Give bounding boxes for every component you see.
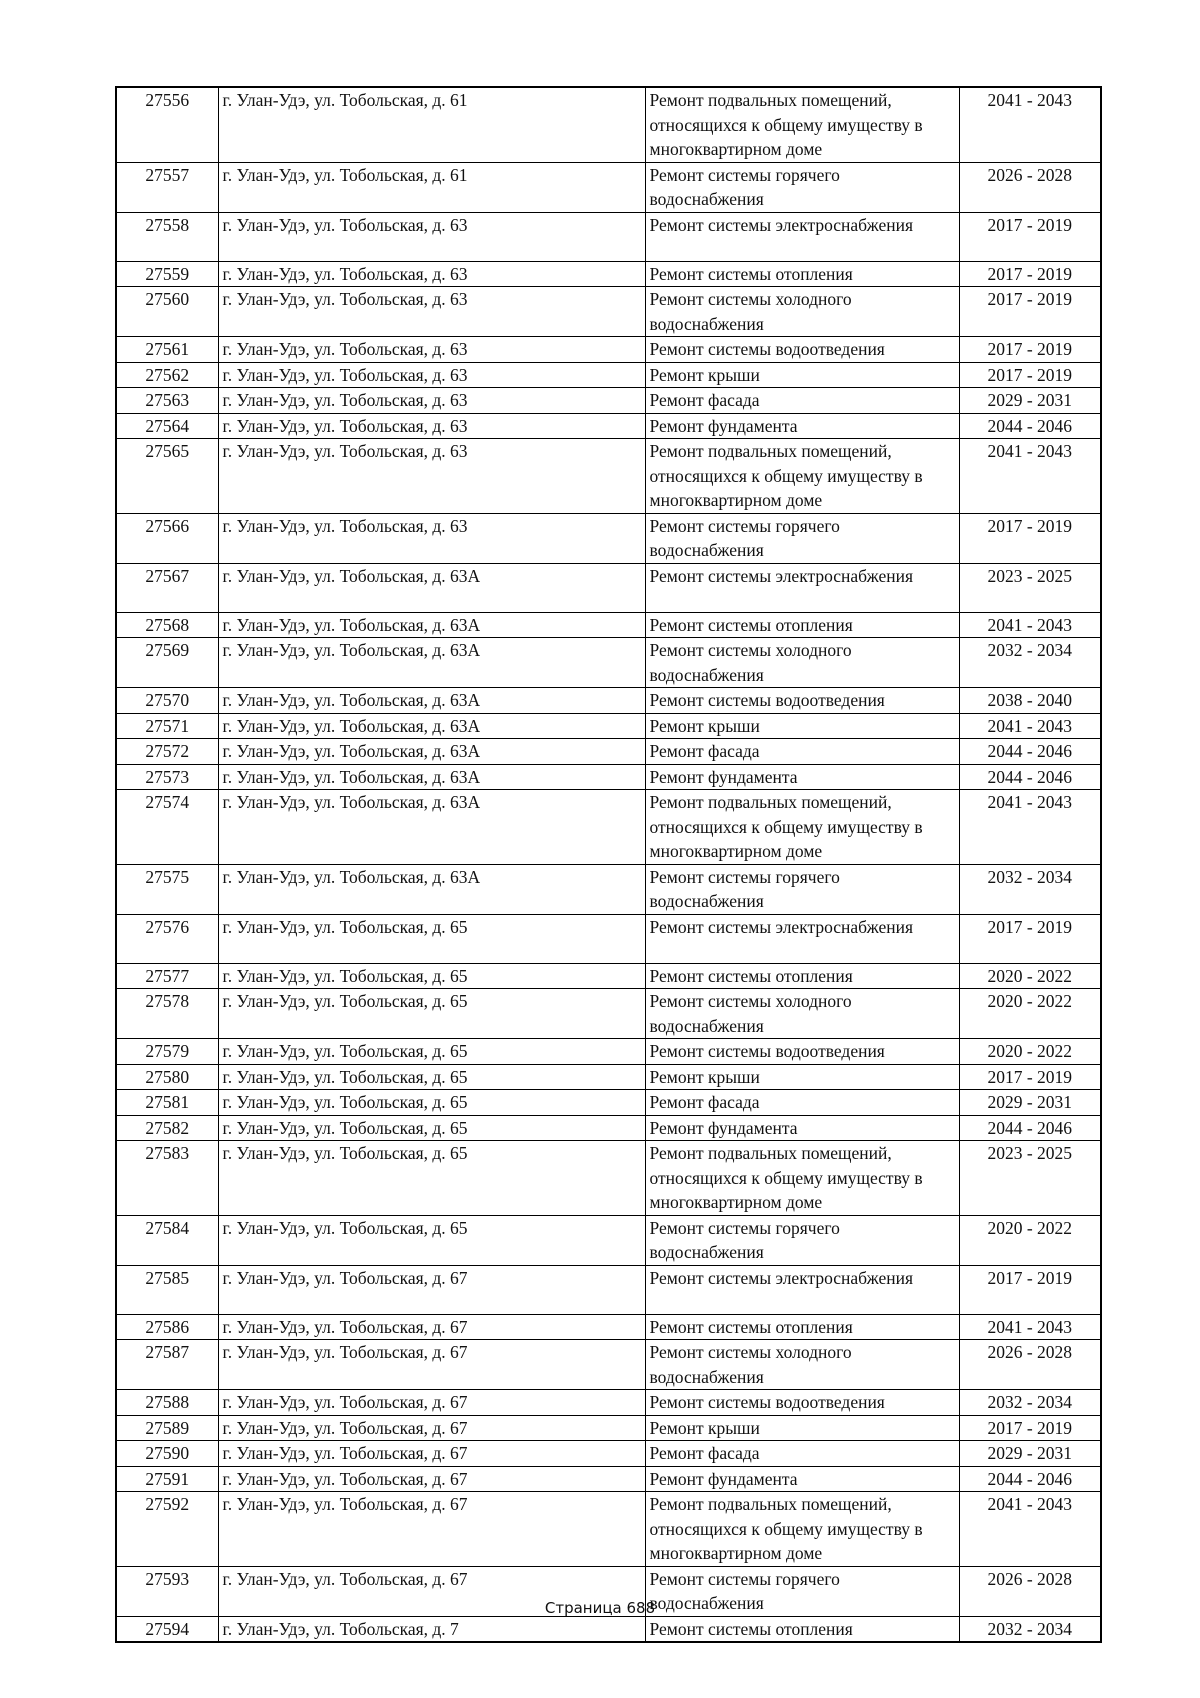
row-number-cell: 27573 [116,764,218,790]
address-cell: г. Улан-Удэ, ул. Тобольская, д. 65 [218,914,645,963]
row-number-cell: 27577 [116,963,218,989]
period-cell: 2020 - 2022 [959,1215,1101,1265]
address-cell: г. Улан-Удэ, ул. Тобольская, д. 67 [218,1492,645,1567]
address-cell: г. Улан-Удэ, ул. Тобольская, д. 63А [218,688,645,714]
address-cell: г. Улан-Удэ, ул. Тобольская, д. 67 [218,1314,645,1340]
period-cell: 2044 - 2046 [959,1115,1101,1141]
work-type-cell: Ремонт фундамента [645,413,959,439]
table-row [116,790,1101,865]
address-cell: г. Улан-Удэ, ул. Тобольская, д. 67 [218,1390,645,1416]
period-cell: 2017 - 2019 [959,362,1101,388]
table-row [116,764,1101,790]
row-number-cell: 27581 [116,1090,218,1116]
work-type-cell: Ремонт подвальных помещений, относящихся к общему имуществу в многоквартирном доме [645,87,959,162]
period-cell: 2032 - 2034 [959,638,1101,688]
table-row [116,989,1101,1039]
period-cell: 2017 - 2019 [959,261,1101,287]
row-number-cell: 27558 [116,212,218,261]
row-number-cell: 27576 [116,914,218,963]
table-row [116,287,1101,337]
period-cell: 2044 - 2046 [959,739,1101,765]
address-cell: г. Улан-Удэ, ул. Тобольская, д. 63 [218,362,645,388]
table-row [116,864,1101,914]
address-cell: г. Улан-Удэ, ул. Тобольская, д. 63А [218,638,645,688]
table-row [116,688,1101,714]
work-type-cell: Ремонт подвальных помещений, относящихся к общему имуществу в многоквартирном доме [645,439,959,514]
work-type-cell: Ремонт системы холодного водоснабжения [645,1340,959,1390]
work-type-cell: Ремонт системы холодного водоснабжения [645,638,959,688]
row-number-cell: 27579 [116,1039,218,1065]
period-cell: 2017 - 2019 [959,513,1101,563]
period-cell: 2020 - 2022 [959,989,1101,1039]
work-type-cell: Ремонт фундамента [645,1115,959,1141]
work-type-cell: Ремонт фасада [645,1441,959,1467]
row-number-cell: 27557 [116,162,218,212]
work-type-cell: Ремонт фундамента [645,1466,959,1492]
table-row [116,1390,1101,1416]
address-cell: г. Улан-Удэ, ул. Тобольская, д. 63А [218,713,645,739]
work-type-cell: Ремонт системы отопления [645,261,959,287]
work-type-cell: Ремонт системы холодного водоснабжения [645,989,959,1039]
table-row [116,87,1101,162]
work-type-cell: Ремонт системы водоотведения [645,1039,959,1065]
table-row [116,563,1101,612]
address-cell: г. Улан-Удэ, ул. Тобольская, д. 65 [218,963,645,989]
table-row [116,739,1101,765]
period-cell: 2017 - 2019 [959,287,1101,337]
work-type-cell: Ремонт крыши [645,713,959,739]
table-row [116,261,1101,287]
period-cell: 2044 - 2046 [959,413,1101,439]
address-cell: г. Улан-Удэ, ул. Тобольская, д. 65 [218,1115,645,1141]
table-row [116,1141,1101,1216]
address-cell: г. Улан-Удэ, ул. Тобольская, д. 67 [218,1441,645,1467]
page-number: Страница 688 [544,1599,656,1617]
period-cell: 2026 - 2028 [959,162,1101,212]
period-cell: 2032 - 2034 [959,864,1101,914]
work-type-cell: Ремонт системы отопления [645,612,959,638]
table-row [116,439,1101,514]
row-number-cell: 27559 [116,261,218,287]
table-row [116,713,1101,739]
address-cell: г. Улан-Удэ, ул. Тобольская, д. 63А [218,764,645,790]
work-type-cell: Ремонт фундамента [645,764,959,790]
period-cell: 2041 - 2043 [959,439,1101,514]
period-cell: 2023 - 2025 [959,1141,1101,1216]
period-cell: 2020 - 2022 [959,1039,1101,1065]
period-cell: 2020 - 2022 [959,963,1101,989]
period-cell: 2017 - 2019 [959,1064,1101,1090]
period-cell: 2041 - 2043 [959,790,1101,865]
address-cell: г. Улан-Удэ, ул. Тобольская, д. 63 [218,287,645,337]
row-number-cell: 27591 [116,1466,218,1492]
address-cell: г. Улан-Удэ, ул. Тобольская, д. 63А [218,790,645,865]
table-row [116,638,1101,688]
work-type-cell: Ремонт системы горячего водоснабжения [645,162,959,212]
row-number-cell: 27583 [116,1141,218,1216]
work-type-cell: Ремонт системы электроснабжения [645,1265,959,1314]
address-cell: г. Улан-Удэ, ул. Тобольская, д. 63А [218,563,645,612]
address-cell: г. Улан-Удэ, ул. Тобольская, д. 63А [218,864,645,914]
address-cell: г. Улан-Удэ, ул. Тобольская, д. 63 [218,212,645,261]
table-row [116,162,1101,212]
period-cell: 2032 - 2034 [959,1616,1101,1642]
row-number-cell: 27588 [116,1390,218,1416]
work-type-cell: Ремонт крыши [645,362,959,388]
address-cell: г. Улан-Удэ, ул. Тобольская, д. 67 [218,1566,645,1616]
table-row [116,1616,1101,1642]
work-type-cell: Ремонт системы водоотведения [645,337,959,363]
work-type-cell: Ремонт системы горячего водоснабжения [645,864,959,914]
address-cell: г. Улан-Удэ, ул. Тобольская, д. 67 [218,1466,645,1492]
work-type-cell: Ремонт крыши [645,1415,959,1441]
row-number-cell: 27589 [116,1415,218,1441]
row-number-cell: 27563 [116,388,218,414]
row-number-cell: 27564 [116,413,218,439]
period-cell: 2017 - 2019 [959,337,1101,363]
table-row [116,1039,1101,1065]
row-number-cell: 27582 [116,1115,218,1141]
row-number-cell: 27590 [116,1441,218,1467]
period-cell: 2029 - 2031 [959,1441,1101,1467]
period-cell: 2029 - 2031 [959,388,1101,414]
work-type-cell: Ремонт фасада [645,739,959,765]
row-number-cell: 27556 [116,87,218,162]
work-type-cell: Ремонт крыши [645,1064,959,1090]
table-row [116,362,1101,388]
period-cell: 2029 - 2031 [959,1090,1101,1116]
address-cell: г. Улан-Удэ, ул. Тобольская, д. 63 [218,513,645,563]
work-type-cell: Ремонт системы водоотведения [645,688,959,714]
address-cell: г. Улан-Удэ, ул. Тобольская, д. 65 [218,1039,645,1065]
row-number-cell: 27575 [116,864,218,914]
address-cell: г. Улан-Удэ, ул. Тобольская, д. 63 [218,337,645,363]
work-type-cell: Ремонт подвальных помещений, относящихся к общему имуществу в многоквартирном доме [645,790,959,865]
period-cell: 2044 - 2046 [959,764,1101,790]
address-cell: г. Улан-Удэ, ул. Тобольская, д. 63 [218,388,645,414]
table-row [116,513,1101,563]
row-number-cell: 27594 [116,1616,218,1642]
work-type-cell: Ремонт фасада [645,1090,959,1116]
table-row [116,1265,1101,1314]
address-cell: г. Улан-Удэ, ул. Тобольская, д. 65 [218,1215,645,1265]
work-type-cell: Ремонт подвальных помещений, относящихся к общему имуществу в многоквартирном доме [645,1141,959,1216]
address-cell: г. Улан-Удэ, ул. Тобольская, д. 65 [218,1090,645,1116]
address-cell: г. Улан-Удэ, ул. Тобольская, д. 61 [218,87,645,162]
table-row [116,1314,1101,1340]
address-cell: г. Улан-Удэ, ул. Тобольская, д. 63 [218,439,645,514]
period-cell: 2041 - 2043 [959,612,1101,638]
work-type-cell: Ремонт системы отопления [645,1314,959,1340]
work-type-cell: Ремонт системы электроснабжения [645,914,959,963]
row-number-cell: 27561 [116,337,218,363]
period-cell: 2017 - 2019 [959,914,1101,963]
row-number-cell: 27574 [116,790,218,865]
table-row [116,1340,1101,1390]
row-number-cell: 27570 [116,688,218,714]
row-number-cell: 27586 [116,1314,218,1340]
row-number-cell: 27572 [116,739,218,765]
period-cell: 2044 - 2046 [959,1466,1101,1492]
address-cell: г. Улан-Удэ, ул. Тобольская, д. 67 [218,1265,645,1314]
table-row [116,963,1101,989]
table-row [116,212,1101,261]
address-cell: г. Улан-Удэ, ул. Тобольская, д. 63А [218,739,645,765]
work-type-cell: Ремонт фасада [645,388,959,414]
address-cell: г. Улан-Удэ, ул. Тобольская, д. 65 [218,1141,645,1216]
row-number-cell: 27569 [116,638,218,688]
row-number-cell: 27585 [116,1265,218,1314]
table-body [116,87,1101,1642]
row-number-cell: 27568 [116,612,218,638]
address-cell: г. Улан-Удэ, ул. Тобольская, д. 7 [218,1616,645,1642]
row-number-cell: 27566 [116,513,218,563]
work-type-cell: Ремонт системы холодного водоснабжения [645,287,959,337]
row-number-cell: 27578 [116,989,218,1039]
period-cell: 2026 - 2028 [959,1340,1101,1390]
table-row [116,1064,1101,1090]
row-number-cell: 27592 [116,1492,218,1567]
period-cell: 2017 - 2019 [959,1415,1101,1441]
work-type-cell: Ремонт системы электроснабжения [645,563,959,612]
row-number-cell: 27567 [116,563,218,612]
row-number-cell: 27560 [116,287,218,337]
address-cell: г. Улан-Удэ, ул. Тобольская, д. 65 [218,989,645,1039]
table-row [116,388,1101,414]
work-type-cell: Ремонт системы отопления [645,1616,959,1642]
table-row [116,1466,1101,1492]
period-cell: 2026 - 2028 [959,1566,1101,1616]
table-row [116,1115,1101,1141]
work-type-cell: Ремонт системы горячего водоснабжения [645,1566,959,1616]
table-row [116,337,1101,363]
row-number-cell: 27565 [116,439,218,514]
address-cell: г. Улан-Удэ, ул. Тобольская, д. 63А [218,612,645,638]
table-row [116,413,1101,439]
address-cell: г. Улан-Удэ, ул. Тобольская, д. 63 [218,261,645,287]
table-row [116,1090,1101,1116]
row-number-cell: 27562 [116,362,218,388]
period-cell: 2023 - 2025 [959,563,1101,612]
period-cell: 2038 - 2040 [959,688,1101,714]
table-row [116,612,1101,638]
table-row [116,1492,1101,1567]
period-cell: 2017 - 2019 [959,212,1101,261]
work-type-cell: Ремонт системы отопления [645,963,959,989]
repair-schedule-table [115,86,1102,1643]
address-cell: г. Улан-Удэ, ул. Тобольская, д. 65 [218,1064,645,1090]
period-cell: 2041 - 2043 [959,87,1101,162]
period-cell: 2032 - 2034 [959,1390,1101,1416]
work-type-cell: Ремонт системы водоотведения [645,1390,959,1416]
work-type-cell: Ремонт системы электроснабжения [645,212,959,261]
address-cell: г. Улан-Удэ, ул. Тобольская, д. 61 [218,162,645,212]
row-number-cell: 27593 [116,1566,218,1616]
row-number-cell: 27580 [116,1064,218,1090]
table-row [116,1441,1101,1467]
period-cell: 2041 - 2043 [959,1314,1101,1340]
row-number-cell: 27571 [116,713,218,739]
period-cell: 2041 - 2043 [959,713,1101,739]
address-cell: г. Улан-Удэ, ул. Тобольская, д. 67 [218,1415,645,1441]
address-cell: г. Улан-Удэ, ул. Тобольская, д. 63 [218,413,645,439]
row-number-cell: 27584 [116,1215,218,1265]
table-row [116,914,1101,963]
period-cell: 2017 - 2019 [959,1265,1101,1314]
period-cell: 2041 - 2043 [959,1492,1101,1567]
work-type-cell: Ремонт подвальных помещений, относящихся к общему имуществу в многоквартирном доме [645,1492,959,1567]
work-type-cell: Ремонт системы горячего водоснабжения [645,1215,959,1265]
table-row [116,1415,1101,1441]
address-cell: г. Улан-Удэ, ул. Тобольская, д. 67 [218,1340,645,1390]
work-type-cell: Ремонт системы горячего водоснабжения [645,513,959,563]
table-row [116,1215,1101,1265]
row-number-cell: 27587 [116,1340,218,1390]
